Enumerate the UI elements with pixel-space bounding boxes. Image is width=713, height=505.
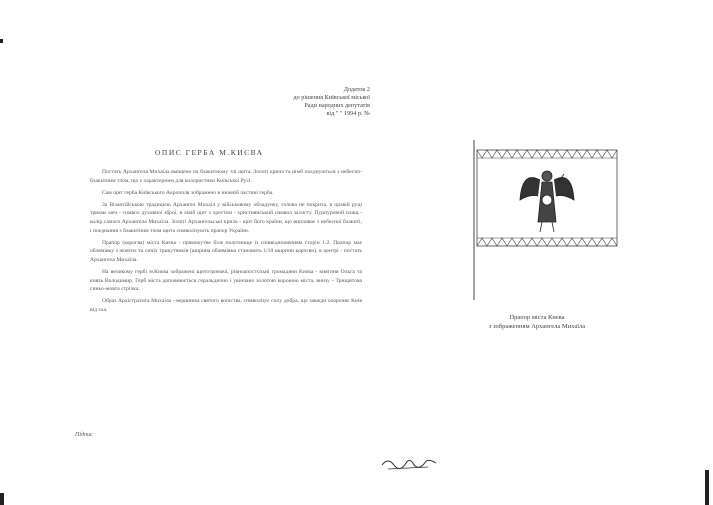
scan-mark-bottom [0, 493, 4, 505]
paragraph: За Візантійською традицією Архангел Михаїл у військовому обладунку, голова не покрита, в правій руці тримає меч - символ духовної зброї, в лівій щит з хрестом - християнський символ захисту. Пурпуровий плащ - колір самого Архангела Михаїла. Золоті Архангельські крила - щит його країни, що випливає з небесної блакиті, і поєднання з блакитним тлом щита символізують прапор України. [90, 201, 362, 234]
document-body [90, 168, 362, 318]
appendix-line-2: до рішення Київської міської [293, 94, 370, 101]
flag-caption-line-2: з зображенням Архангела Михаїла [488, 323, 586, 330]
flag-caption [462, 313, 612, 331]
flag-drawing [462, 140, 622, 480]
paragraph: Образ Архістратига Михаїла - вершника святого воїнства, символізує силу добра, що завжди охороняє Київ від зла. [90, 298, 362, 313]
paragraph: Постать Архангела Михаїла вміщено на блакитному тлі щита. Золоті крила та німб поєднуються з небесно-блакитним тлом, що є характерним для колористики Київської Русі. [90, 169, 362, 184]
appendix-line-4: від " " 1994 р. № [326, 110, 370, 117]
paragraph: На великому гербі м.Києва зображені щитотримачі, рівноапостольні громадяни Києва - княгиня Ольга та князь Володимир. Герб міста доповнюється геральдично і увінчано золотою короною міста, внизу - Трищитова синьо-жовта стрічка. [90, 268, 362, 293]
flag-illustration [462, 140, 562, 480]
appendix-line-3: Ради народних депутатів [304, 102, 370, 109]
handwritten-signature [380, 455, 440, 473]
appendix-header [250, 86, 370, 118]
corner-note: Підпис [75, 432, 93, 438]
flag-caption-line-1: Прапор міста Києва [509, 314, 565, 321]
paragraph: Сам щит герба Київського Акрополя зображено в нижній частині герба. [102, 189, 274, 196]
appendix-line-1: Додаток 2 [343, 86, 370, 93]
scan-mark-top [0, 39, 3, 43]
document-title: ОПИС ГЕРБА М.КИЄВА [155, 148, 264, 157]
paragraph: Прапор (корогва) міста Києва - прямокутне біле полотнище із співвідношенням сторін 1:2. Прапор має облямівку з жовтих та синіх трикутників (ширина облямівки становить 1/10 ширини корогви), в центрі - постать Архангела Михаїла. [90, 239, 362, 263]
scan-mark-right [705, 470, 709, 505]
